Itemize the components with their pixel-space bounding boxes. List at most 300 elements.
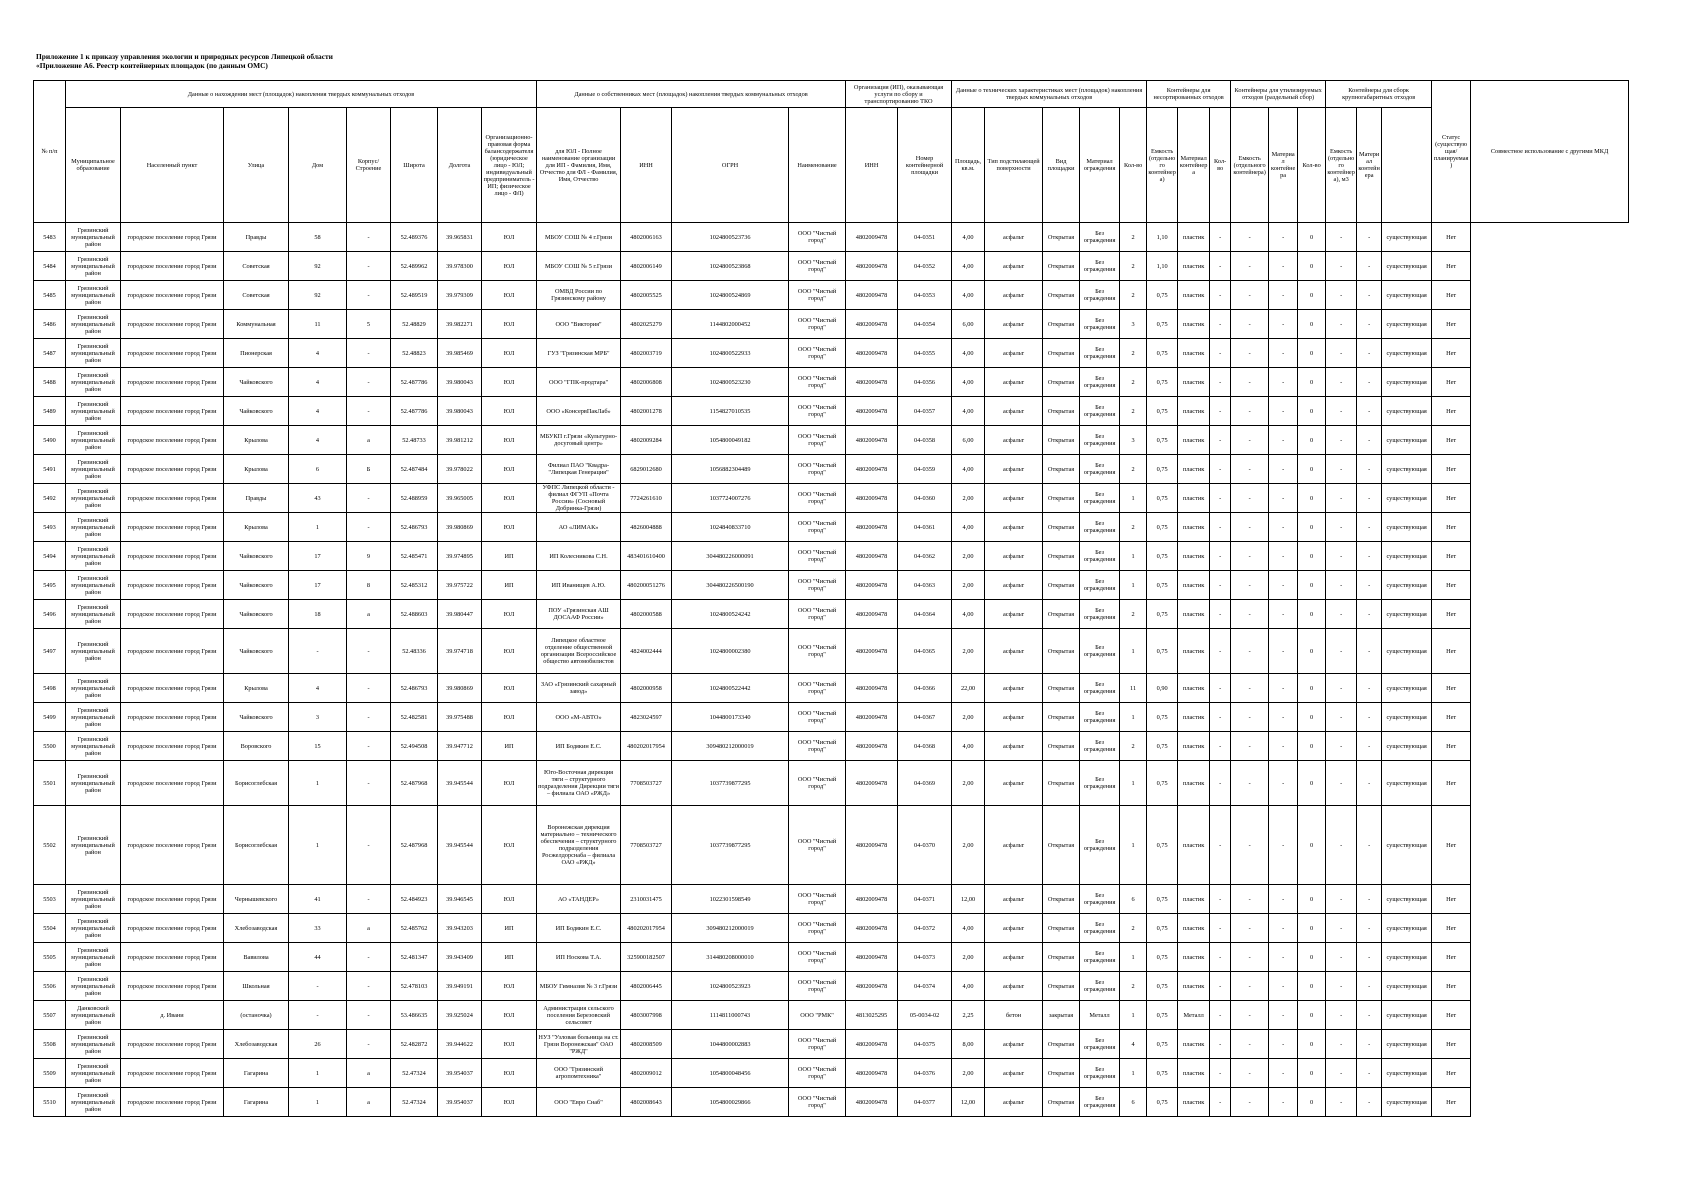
table-cell: Грязинский муниципальный район [66,252,121,281]
table-row [34,1001,1629,1030]
table-cell: существующая [1382,914,1432,943]
table-cell: 52.47324 [391,1059,438,1088]
table-cell: Без ограждения [1080,542,1120,571]
table-cell: - [1326,339,1357,368]
table-cell: Без ограждения [1080,1088,1120,1117]
table-cell: - [1269,885,1298,914]
table-cell: - [1269,943,1298,972]
table-cell: - [1357,674,1382,703]
table-cell: 52.48733 [391,426,438,455]
table-cell: ЮЛ [482,339,537,368]
table-cell: Без ограждения [1080,885,1120,914]
table-row [34,943,1629,972]
table-cell: Крылова [224,426,289,455]
table-cell: ЮЛ [482,368,537,397]
table-cell: 52.48336 [391,629,438,674]
table-cell: ЮЛ [482,1001,537,1030]
table-cell: ООО "Чистый город" [789,223,846,252]
table-cell: МБОУ Гимназия № 3 г.Грязи [537,972,621,1001]
table-cell: 5501 [34,761,66,806]
table-cell: Открытая [1043,368,1080,397]
table-cell: 4802009478 [846,674,898,703]
table-cell: городское поселение город Грязи [121,252,224,281]
table-cell: 0 [1298,310,1326,339]
table-cell: асфальт [985,600,1043,629]
table-cell: Грязинский муниципальный район [66,455,121,484]
table-cell: Чайковского [224,397,289,426]
table-cell: ГУЗ "Грязинская МРБ" [537,339,621,368]
table-row [34,972,1629,1001]
table-cell: 2,00 [952,629,985,674]
table-cell: - [1326,252,1357,281]
table-cell: бетон [985,1001,1043,1030]
table-cell: а [347,914,391,943]
table-cell: ЮЛ [482,1059,537,1088]
table-cell: Правды [224,223,289,252]
table-cell: 04-0375 [898,1030,952,1059]
table-cell: городское поселение город Грязи [121,914,224,943]
column-header: Площадь, кв.м. [952,108,985,223]
table-cell: асфальт [985,455,1043,484]
table-row [34,885,1629,914]
table-cell: - [1326,513,1357,542]
table-cell: 0,75 [1147,484,1178,513]
table-cell: 4,00 [952,513,985,542]
table-cell: Открытая [1043,513,1080,542]
column-header: Кол-во [1210,108,1231,223]
table-cell: ООО "Чистый город" [789,806,846,885]
table-cell: - [1357,542,1382,571]
table-cell: - [1231,1030,1269,1059]
table-cell: 2,25 [952,1001,985,1030]
table-cell: Без ограждения [1080,339,1120,368]
table-cell: - [1269,1088,1298,1117]
table-cell: 52.48823 [391,339,438,368]
table-row [34,703,1629,732]
table-cell: 4 [289,339,347,368]
table-cell: 1024800524869 [672,281,789,310]
table-cell: - [1269,513,1298,542]
table-cell: Нет [1432,600,1471,629]
table-cell: - [1269,972,1298,1001]
table-cell: ИП [482,732,537,761]
table-cell: 4802005525 [621,281,672,310]
table-cell: ООО "Чистый город" [789,310,846,339]
table-cell: 4802009478 [846,943,898,972]
table-cell: Воронежская дирекция материально – технического обеспечения – структурного подразделения Росжелдорснаба – филиала ОАО «РЖД» [537,806,621,885]
table-cell: 4,00 [952,914,985,943]
table-cell: 4823024597 [621,703,672,732]
table-cell: - [1269,368,1298,397]
table-cell: пластик [1178,252,1210,281]
table-cell: пластик [1178,1088,1210,1117]
table-cell: пластик [1178,1030,1210,1059]
table-cell: Грязинский муниципальный район [66,1030,121,1059]
column-header: Населенный пункт [121,108,224,223]
table-cell: 4,00 [952,223,985,252]
table-cell: Нет [1432,223,1471,252]
table-cell: ЮЛ [482,455,537,484]
table-cell: ЮЛ [482,629,537,674]
table-cell: Открытая [1043,426,1080,455]
table-row [34,281,1629,310]
table-row [34,426,1629,455]
table-cell: - [1231,1001,1269,1030]
table-cell: Без ограждения [1080,761,1120,806]
table-cell: - [1269,1030,1298,1059]
table-cell: 2 [1120,600,1147,629]
table-cell: 2 [1120,914,1147,943]
table-cell: - [347,761,391,806]
table-cell: 2 [1120,455,1147,484]
table-cell: 2,00 [952,1059,985,1088]
table-cell: ООО "Чистый город" [789,252,846,281]
table-cell: 4802006445 [621,972,672,1001]
table-cell: 1024800523230 [672,368,789,397]
table-cell: - [1357,1001,1382,1030]
table-cell: ООО "Чистый город" [789,397,846,426]
table-cell: пластик [1178,484,1210,513]
table-cell: - [1326,600,1357,629]
table-cell: 6,00 [952,426,985,455]
table-cell: ЮЛ [482,703,537,732]
table-cell: городское поселение город Грязи [121,310,224,339]
table-cell: Без ограждения [1080,914,1120,943]
table-cell: асфальт [985,703,1043,732]
table-cell: 52.484923 [391,885,438,914]
table-cell: - [1269,542,1298,571]
table-cell: 1 [289,806,347,885]
table-cell: асфальт [985,310,1043,339]
table-cell: 309480212000019 [672,732,789,761]
table-cell: - [1231,1088,1269,1117]
table-cell: пластик [1178,397,1210,426]
table-cell: - [347,339,391,368]
table-cell: 4802009478 [846,732,898,761]
table-cell: 39.979309 [438,281,482,310]
table-cell: - [1210,629,1231,674]
table-cell: ЮЛ [482,761,537,806]
table-cell: ООО "Виктория" [537,310,621,339]
table-cell: Открытая [1043,542,1080,571]
table-cell: Открытая [1043,223,1080,252]
table-cell: - [1326,943,1357,972]
table-cell: ООО "Чистый город" [789,281,846,310]
table-cell: 5492 [34,484,66,513]
table-cell: - [1357,484,1382,513]
table-cell: - [1210,339,1231,368]
table-cell: 0 [1298,542,1326,571]
table-cell: - [1357,252,1382,281]
table-cell: - [1269,310,1298,339]
table-cell: Открытая [1043,1059,1080,1088]
table-cell: 4802006149 [621,252,672,281]
table-cell: ИП [482,542,537,571]
table-cell: городское поселение город Грязи [121,281,224,310]
table-cell: - [1269,914,1298,943]
table-cell: городское поселение город Грязи [121,1059,224,1088]
table-cell: Нет [1432,368,1471,397]
table-cell: ООО «КонсервПакЛаб» [537,397,621,426]
table-cell: городское поселение город Грязи [121,513,224,542]
table-cell: ЮЛ [482,223,537,252]
table-cell: Хлебозаводская [224,914,289,943]
table-cell: асфальт [985,1059,1043,1088]
table-cell: 52.487968 [391,806,438,885]
table-header [34,81,1629,223]
table-cell: 4802009284 [621,426,672,455]
table-cell: 1024840833710 [672,513,789,542]
table-cell: городское поселение город Грязи [121,1088,224,1117]
table-cell: 5496 [34,600,66,629]
table-cell: 4 [289,368,347,397]
table-cell: 4802006808 [621,368,672,397]
table-cell: 5502 [34,806,66,885]
table-cell: МБОУ СОШ № 4 г.Грязи [537,223,621,252]
column-header: ИНН [846,108,898,223]
table-cell: а [347,600,391,629]
table-cell: 1 [1120,1059,1147,1088]
table-cell: пластик [1178,914,1210,943]
table-cell: 304480226000091 [672,542,789,571]
table-cell: 4802009478 [846,600,898,629]
table-cell: Нет [1432,281,1471,310]
table-cell: ООО "Чистый город" [789,972,846,1001]
table-cell: пластик [1178,571,1210,600]
table-cell: ОМВД России по Грязинскому району [537,281,621,310]
table-cell: - [1357,629,1382,674]
table-cell: 4,00 [952,339,985,368]
table-cell: существующая [1382,761,1432,806]
table-cell: Без ограждения [1080,1059,1120,1088]
table-cell: 52.487968 [391,761,438,806]
table-cell: - [347,368,391,397]
table-cell: 52.482581 [391,703,438,732]
table-cell: 04-0371 [898,885,952,914]
table-cell: - [1326,806,1357,885]
table-cell: существующая [1382,484,1432,513]
table-cell: Металл [1178,1001,1210,1030]
table-cell: асфальт [985,281,1043,310]
table-cell: ООО «М-АВТО» [537,703,621,732]
table-cell: ООО "Чистый город" [789,455,846,484]
table-cell: Школьная [224,972,289,1001]
table-cell: - [1210,1088,1231,1117]
table-cell: - [347,703,391,732]
table-cell: Нет [1432,703,1471,732]
table-cell: 4802009478 [846,885,898,914]
table-cell: ИП [482,943,537,972]
table-cell: - [1231,914,1269,943]
column-header: Корпус/Строение [347,108,391,223]
column-group-header: Данные о нахождении мест (площадок) накопления твердых коммунальных отходов [66,81,537,108]
table-cell: 04-0373 [898,943,952,972]
column-header: Наименование [789,108,846,223]
column-header: для ЮЛ - Полное наименование организации для ИП - Фамилия, Имя, Отчество для ФЛ - Фамилия, Имя, Отчество [537,108,621,223]
table-cell: 04-0366 [898,674,952,703]
table-cell: Открытая [1043,732,1080,761]
table-cell: 6 [1120,1088,1147,1117]
table-cell: ИП [482,571,537,600]
table-cell: Без ограждения [1080,600,1120,629]
table-cell: пластик [1178,600,1210,629]
table-cell: 52.486793 [391,513,438,542]
table-cell: - [1269,223,1298,252]
table-cell: 0 [1298,1088,1326,1117]
table-cell: Коммунальная [224,310,289,339]
table-cell: Грязинский муниципальный район [66,732,121,761]
table-cell: 314480208000010 [672,943,789,972]
table-cell: - [1357,223,1382,252]
table-cell: 5494 [34,542,66,571]
table-cell: 2 [1120,397,1147,426]
table-cell: Нет [1432,339,1471,368]
table-cell: ООО "Чистый город" [789,1088,846,1117]
table-cell: Без ограждения [1080,513,1120,542]
table-cell: - [1326,761,1357,806]
table-cell: 0,75 [1147,397,1178,426]
table-cell: 4802009478 [846,1088,898,1117]
table-cell: существующая [1382,513,1432,542]
table-cell: - [289,972,347,1001]
table-cell: Чайковского [224,703,289,732]
column-header: Широта [391,108,438,223]
table-cell: городское поселение город Грязи [121,885,224,914]
table-cell: 39.954037 [438,1088,482,1117]
table-cell: Без ограждения [1080,397,1120,426]
table-cell: Открытая [1043,806,1080,885]
table-cell: Без ограждения [1080,252,1120,281]
table-cell: 04-0369 [898,761,952,806]
table-cell: - [1210,806,1231,885]
table-cell: Открытая [1043,281,1080,310]
table-cell: - [1357,732,1382,761]
table-cell: городское поселение город Грязи [121,761,224,806]
table-cell: пластик [1178,426,1210,455]
table-cell: городское поселение город Грязи [121,806,224,885]
table-cell: Грязинский муниципальный район [66,943,121,972]
table-cell: 2,00 [952,484,985,513]
table-cell: - [1269,806,1298,885]
table-cell: 5509 [34,1059,66,1088]
table-cell: 6829012680 [621,455,672,484]
table-cell: пластик [1178,223,1210,252]
table-cell: 5490 [34,426,66,455]
table-cell: существующая [1382,1059,1432,1088]
table-cell: - [347,1030,391,1059]
column-group-header: Данные о технических характеристиках мест (площадок) накопления твердых коммунальных отходов [952,81,1147,108]
table-cell: 4802009478 [846,806,898,885]
table-cell: Нет [1432,1059,1471,1088]
table-cell: Открытая [1043,252,1080,281]
table-cell: 0,75 [1147,281,1178,310]
table-cell: - [1357,1030,1382,1059]
table-cell: существующая [1382,252,1432,281]
table-cell: - [1269,252,1298,281]
table-cell: 5510 [34,1088,66,1117]
table-cell: 39.985469 [438,339,482,368]
table-cell: - [1326,426,1357,455]
table-cell: - [1326,885,1357,914]
table-cell: 04-0360 [898,484,952,513]
table-cell: Открытая [1043,943,1080,972]
table-cell: 1114811000743 [672,1001,789,1030]
table-cell: 0 [1298,732,1326,761]
table-cell: (останочка) [224,1001,289,1030]
table-cell: 1 [1120,703,1147,732]
table-cell: - [347,972,391,1001]
table-cell: - [347,223,391,252]
table-cell: - [1269,703,1298,732]
table-cell: 92 [289,252,347,281]
table-cell: - [1357,806,1382,885]
table-cell: Грязинский муниципальный район [66,571,121,600]
table-cell: 0 [1298,972,1326,1001]
table-cell: - [1326,703,1357,732]
table-cell: 4802009478 [846,484,898,513]
table-cell: 4802009478 [846,1059,898,1088]
table-cell: Открытая [1043,761,1080,806]
table-cell: - [1326,223,1357,252]
table-cell: асфальт [985,943,1043,972]
table-cell: 1024800524242 [672,600,789,629]
table-cell: 2,00 [952,943,985,972]
table-cell: 53.486635 [391,1001,438,1030]
table-cell: 0,75 [1147,885,1178,914]
table-cell: 39.944622 [438,1030,482,1059]
table-cell: Чайковского [224,600,289,629]
table-cell: 4802009478 [846,571,898,600]
table-cell: ИП Носкова Т.А. [537,943,621,972]
table-cell: - [1357,339,1382,368]
table-cell: 2,00 [952,761,985,806]
column-header: ИНН [621,108,672,223]
table-cell: Нет [1432,914,1471,943]
table-cell: Открытая [1043,1088,1080,1117]
table-cell: 309480212000019 [672,914,789,943]
table-cell: 5493 [34,513,66,542]
table-cell: пластик [1178,806,1210,885]
table-cell: 04-0364 [898,600,952,629]
table-row [34,1059,1629,1088]
table-cell: Грязинский муниципальный район [66,674,121,703]
table-cell: 39.978022 [438,455,482,484]
table-cell: - [347,397,391,426]
table-cell: Грязинский муниципальный район [66,885,121,914]
table-cell: 4826004888 [621,513,672,542]
column-header: Емкость (отдельного контейнера) [1147,108,1178,223]
table-cell: 39.974895 [438,542,482,571]
table-cell: Открытая [1043,571,1080,600]
table-cell: 04-0356 [898,368,952,397]
table-cell: 4802009012 [621,1059,672,1088]
table-cell: 52.481347 [391,943,438,972]
column-header: Материал контейнера [1357,108,1382,223]
table-cell: 04-0365 [898,629,952,674]
table-cell: пластик [1178,943,1210,972]
column-group-header: Контейнеры для сборк крупногабаритных отходов [1326,81,1432,108]
table-cell: - [1326,310,1357,339]
table-cell: 5485 [34,281,66,310]
table-cell: ООО "Чистый город" [789,368,846,397]
table-cell: Открытая [1043,972,1080,1001]
table-cell: Грязинский муниципальный район [66,629,121,674]
table-row [34,1088,1629,1117]
table-cell: 7708503727 [621,806,672,885]
table-cell: - [1357,571,1382,600]
table-cell: ООО "Грязинский агропомтехника" [537,1059,621,1088]
table-cell: Без ограждения [1080,972,1120,1001]
